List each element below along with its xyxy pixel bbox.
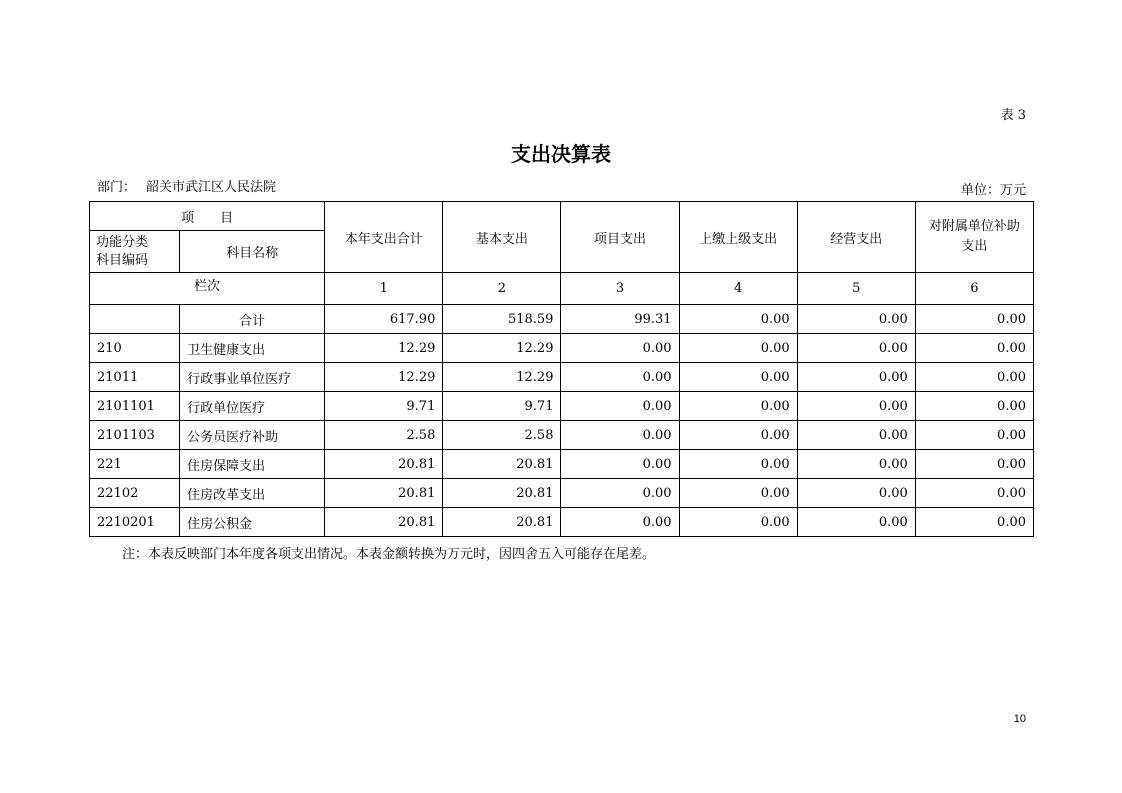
function-code-cell: 210 [90, 334, 180, 363]
amount-cell: 12.29 [443, 363, 561, 392]
table-row [90, 450, 1034, 479]
amount-cell: 20.81 [443, 479, 561, 508]
column-number: 1 [325, 273, 443, 305]
amount-cell: 0.00 [561, 334, 679, 363]
column-header: 基本支出 [443, 202, 561, 273]
expenditure-table [89, 201, 1034, 537]
lanci-label: 栏次 [90, 273, 325, 305]
amount-cell: 0.00 [561, 421, 679, 450]
amount-cell: 9.71 [325, 392, 443, 421]
function-code-cell: 21011 [90, 363, 180, 392]
amount-cell: 0.00 [679, 392, 797, 421]
amount-cell: 0.00 [797, 450, 915, 479]
amount-cell: 0.00 [797, 421, 915, 450]
amount-cell: 518.59 [443, 305, 561, 334]
amount-cell: 2.58 [325, 421, 443, 450]
amount-cell: 0.00 [679, 508, 797, 537]
amount-cell: 20.81 [443, 508, 561, 537]
function-code-cell: 2101101 [90, 392, 180, 421]
subject-name-cell: 行政单位医疗 [180, 392, 325, 421]
amount-cell: 0.00 [561, 392, 679, 421]
amount-cell: 0.00 [915, 450, 1033, 479]
subject-name-cell: 公务员医疗补助 [180, 421, 325, 450]
amount-cell: 20.81 [325, 450, 443, 479]
amount-cell: 20.81 [325, 508, 443, 537]
table-number: 表 3 [1000, 108, 1026, 123]
amount-cell: 0.00 [679, 421, 797, 450]
table-row [90, 421, 1034, 450]
table-row [90, 508, 1034, 537]
amount-cell: 99.31 [561, 305, 679, 334]
item-header: 项 目 [90, 202, 325, 231]
column-number: 6 [915, 273, 1033, 305]
amount-cell: 0.00 [797, 508, 915, 537]
amount-cell: 2.58 [443, 421, 561, 450]
amount-cell: 0.00 [797, 334, 915, 363]
amount-cell: 0.00 [915, 508, 1033, 537]
amount-cell: 0.00 [679, 305, 797, 334]
amount-cell: 0.00 [561, 508, 679, 537]
column-number: 2 [443, 273, 561, 305]
subject-name-cell: 卫生健康支出 [180, 334, 325, 363]
subject-name-cell: 行政事业单位医疗 [180, 363, 325, 392]
unit-label: 单位：万元 [960, 183, 1026, 198]
subject-name-cell: 住房改革支出 [180, 479, 325, 508]
amount-cell: 0.00 [679, 334, 797, 363]
column-header: 经营支出 [797, 202, 915, 273]
footnote: 注：本表反映部门本年度各项支出情况。本表金额转换为万元时，因四舍五入可能存在尾差。 [122, 547, 656, 562]
function-code-cell: 2210201 [90, 508, 180, 537]
amount-cell: 0.00 [561, 479, 679, 508]
amount-cell: 0.00 [797, 305, 915, 334]
column-number: 5 [797, 273, 915, 305]
function-code-header: 功能分类 科目编码 [90, 231, 180, 273]
amount-cell: 20.81 [325, 479, 443, 508]
column-header: 对附属单位补助支出 [915, 202, 1033, 273]
subject-name-cell: 合计 [180, 305, 325, 334]
department-label: 部门： [97, 180, 137, 195]
amount-cell: 0.00 [915, 305, 1033, 334]
amount-cell: 617.90 [325, 305, 443, 334]
column-header: 本年支出合计 [325, 202, 443, 273]
table-row [90, 479, 1034, 508]
amount-cell: 0.00 [915, 392, 1033, 421]
amount-cell: 12.29 [325, 334, 443, 363]
function-code-cell: 22102 [90, 479, 180, 508]
amount-cell: 0.00 [797, 392, 915, 421]
column-header: 上缴上级支出 [679, 202, 797, 273]
function-code-cell: 2101103 [90, 421, 180, 450]
page-title: 支出决算表 [511, 142, 611, 166]
function-code-cell [90, 305, 180, 334]
department-line [97, 176, 276, 195]
amount-cell: 0.00 [797, 363, 915, 392]
amount-cell: 0.00 [797, 479, 915, 508]
table-row [90, 334, 1034, 363]
amount-cell: 0.00 [679, 450, 797, 479]
column-number: 4 [679, 273, 797, 305]
column-header: 项目支出 [561, 202, 679, 273]
amount-cell: 0.00 [915, 479, 1033, 508]
amount-cell: 9.71 [443, 392, 561, 421]
amount-cell: 0.00 [679, 363, 797, 392]
table-row [90, 363, 1034, 392]
table-body [90, 305, 1034, 537]
amount-cell: 0.00 [915, 421, 1033, 450]
amount-cell: 0.00 [561, 363, 679, 392]
amount-cell: 0.00 [679, 479, 797, 508]
subject-name-cell: 住房保障支出 [180, 450, 325, 479]
amount-cell: 0.00 [561, 450, 679, 479]
column-number: 3 [561, 273, 679, 305]
department-value: 韶关市武江区人民法院 [146, 180, 277, 195]
table-row [90, 305, 1034, 334]
amount-cell: 12.29 [443, 334, 561, 363]
amount-cell: 0.00 [915, 363, 1033, 392]
subject-name-cell: 住房公积金 [180, 508, 325, 537]
table-row [90, 392, 1034, 421]
function-code-cell: 221 [90, 450, 180, 479]
page-number: 10 [1013, 713, 1026, 725]
subject-name-header: 科目名称 [180, 231, 325, 273]
amount-cell: 0.00 [915, 334, 1033, 363]
amount-cell: 12.29 [325, 363, 443, 392]
amount-cell: 20.81 [443, 450, 561, 479]
